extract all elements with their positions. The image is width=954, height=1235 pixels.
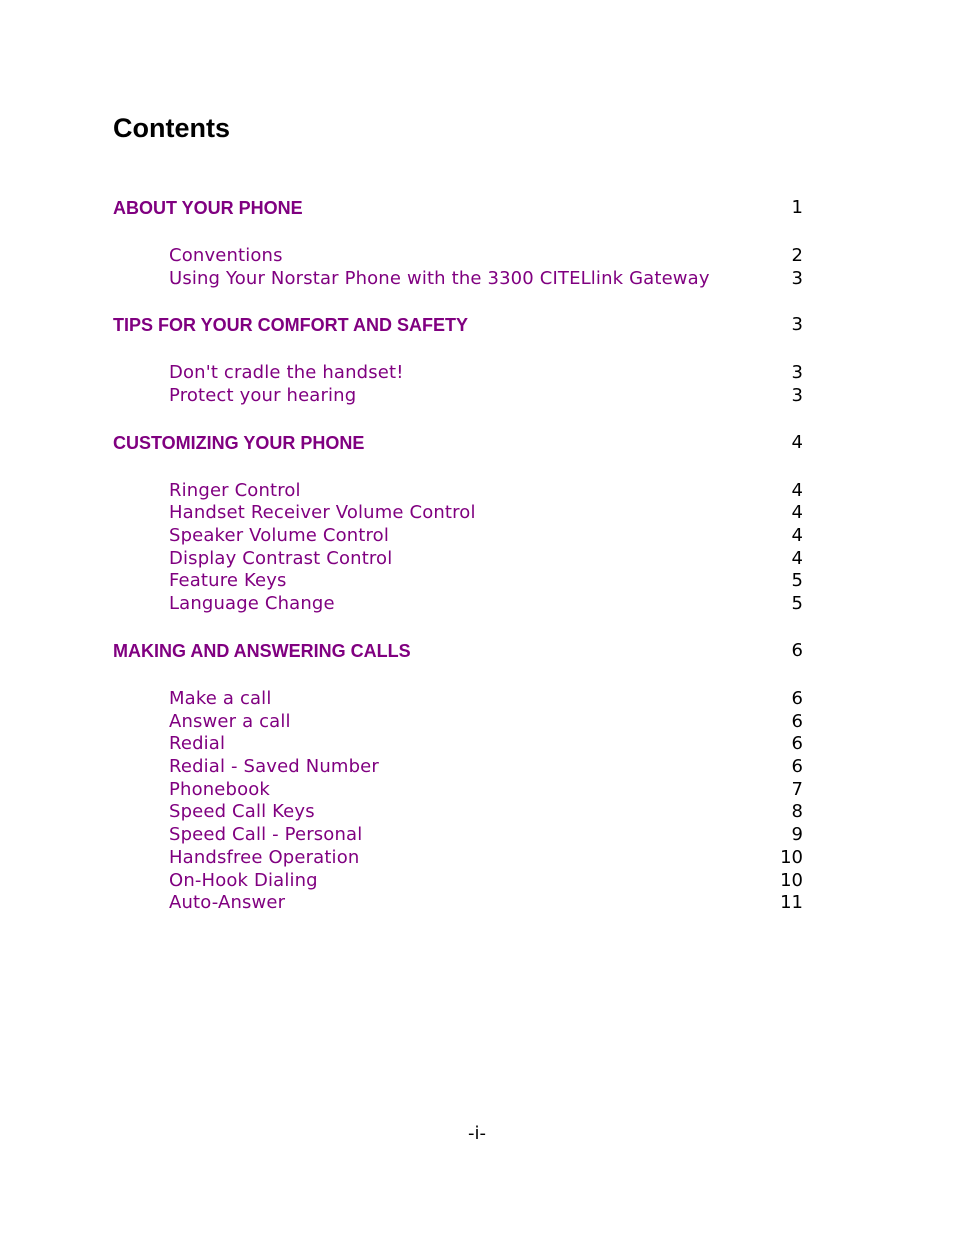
- toc-page-number: 3: [791, 268, 803, 289]
- toc-section-making-answering-calls[interactable]: [0, 639, 954, 663]
- toc-entry-protect-hearing[interactable]: [0, 384, 954, 408]
- toc-page-number: 3: [791, 385, 803, 406]
- toc-entry-answer-a-call[interactable]: [0, 710, 954, 734]
- toc-entry-display-contrast[interactable]: [0, 547, 954, 571]
- toc-entry-speed-call-keys[interactable]: [0, 800, 954, 824]
- toc-entry-label[interactable]: Handsfree Operation: [169, 847, 360, 868]
- toc-entry-label[interactable]: Feature Keys: [169, 570, 287, 591]
- toc-page-number: 9: [791, 824, 803, 845]
- toc-section-label[interactable]: CUSTOMIZING YOUR PHONE: [113, 433, 365, 453]
- toc-entry-label[interactable]: Speaker Volume Control: [169, 525, 389, 546]
- toc-entry-label[interactable]: Don't cradle the handset!: [169, 362, 404, 383]
- toc-page-number: 4: [791, 548, 803, 569]
- toc-page-number: 4: [791, 432, 803, 453]
- toc-entry-label[interactable]: Ringer Control: [169, 480, 301, 501]
- toc-entry-on-hook-dialing[interactable]: [0, 869, 954, 893]
- toc-page-number: 6: [791, 756, 803, 777]
- toc-entry-label[interactable]: Answer a call: [169, 711, 291, 732]
- toc-page-number: 10: [780, 847, 803, 868]
- toc-page-number: 3: [791, 314, 803, 335]
- toc-entry-label[interactable]: Make a call: [169, 688, 272, 709]
- toc-entry-label[interactable]: Using Your Norstar Phone with the 3300 CITELlink Gateway: [169, 268, 710, 289]
- toc-page-number: 4: [791, 480, 803, 501]
- toc-section-label[interactable]: TIPS FOR YOUR COMFORT AND SAFETY: [113, 315, 469, 335]
- toc-page-number: 6: [791, 688, 803, 709]
- toc-entry-redial[interactable]: [0, 732, 954, 756]
- toc-page-number: 6: [791, 711, 803, 732]
- toc-entry-label[interactable]: Display Contrast Control: [169, 548, 393, 569]
- toc-page-number: 5: [791, 570, 803, 591]
- toc-page-number: 3: [791, 362, 803, 383]
- toc-section-label[interactable]: ABOUT YOUR PHONE: [113, 198, 303, 218]
- toc-entry-using-norstar-phone[interactable]: [0, 267, 954, 291]
- toc-page-number: 1: [791, 197, 803, 218]
- toc-entry-label[interactable]: On-Hook Dialing: [169, 870, 318, 891]
- toc-page-number: 10: [780, 870, 803, 891]
- toc-section-customizing-phone[interactable]: [0, 431, 954, 455]
- toc-page-number: 2: [791, 245, 803, 266]
- toc-section-tips-comfort-safety[interactable]: [0, 313, 954, 337]
- toc-entry-speaker-volume[interactable]: [0, 524, 954, 548]
- toc-entry-label[interactable]: Conventions: [169, 245, 283, 266]
- toc-entry-label[interactable]: Protect your hearing: [169, 385, 357, 406]
- toc-page-number: 6: [791, 640, 803, 661]
- toc-entry-label[interactable]: Redial: [169, 733, 226, 754]
- toc-page-number: 11: [780, 892, 803, 913]
- toc-entry-label[interactable]: Speed Call - Personal: [169, 824, 363, 845]
- toc-entry-speed-call-personal[interactable]: [0, 823, 954, 847]
- toc-entry-ringer-control[interactable]: [0, 479, 954, 503]
- toc-page-number: 5: [791, 593, 803, 614]
- toc-entry-label[interactable]: Handset Receiver Volume Control: [169, 502, 476, 523]
- toc-entry-feature-keys[interactable]: [0, 569, 954, 593]
- toc-entry-label[interactable]: Auto-Answer: [169, 892, 286, 913]
- toc-entry-label[interactable]: Speed Call Keys: [169, 801, 315, 822]
- toc-section-label[interactable]: MAKING AND ANSWERING CALLS: [113, 641, 411, 661]
- page-title: Contents: [113, 113, 230, 143]
- toc-entry-auto-answer[interactable]: [0, 891, 954, 915]
- toc-entry-language-change[interactable]: [0, 592, 954, 616]
- toc-entry-label[interactable]: Language Change: [169, 593, 335, 614]
- toc-page-number: 7: [791, 779, 803, 800]
- toc-entry-label[interactable]: Phonebook: [169, 779, 270, 800]
- toc-page-number: 8: [791, 801, 803, 822]
- toc-entry-handsfree-operation[interactable]: [0, 846, 954, 870]
- toc-entry-phonebook[interactable]: [0, 778, 954, 802]
- toc-entry-dont-cradle-handset[interactable]: [0, 361, 954, 385]
- page-number-footer: -i-: [468, 1123, 486, 1144]
- toc-entry-label[interactable]: Redial - Saved Number: [169, 756, 379, 777]
- toc-page-number: 6: [791, 733, 803, 754]
- toc-section-about-your-phone[interactable]: [0, 196, 954, 220]
- toc-page-number: 4: [791, 525, 803, 546]
- toc-entry-handset-receiver-volume[interactable]: [0, 501, 954, 525]
- toc-entry-redial-saved-number[interactable]: [0, 755, 954, 779]
- toc-entry-conventions[interactable]: [0, 244, 954, 268]
- toc-entry-make-a-call[interactable]: [0, 687, 954, 711]
- toc-page-number: 4: [791, 502, 803, 523]
